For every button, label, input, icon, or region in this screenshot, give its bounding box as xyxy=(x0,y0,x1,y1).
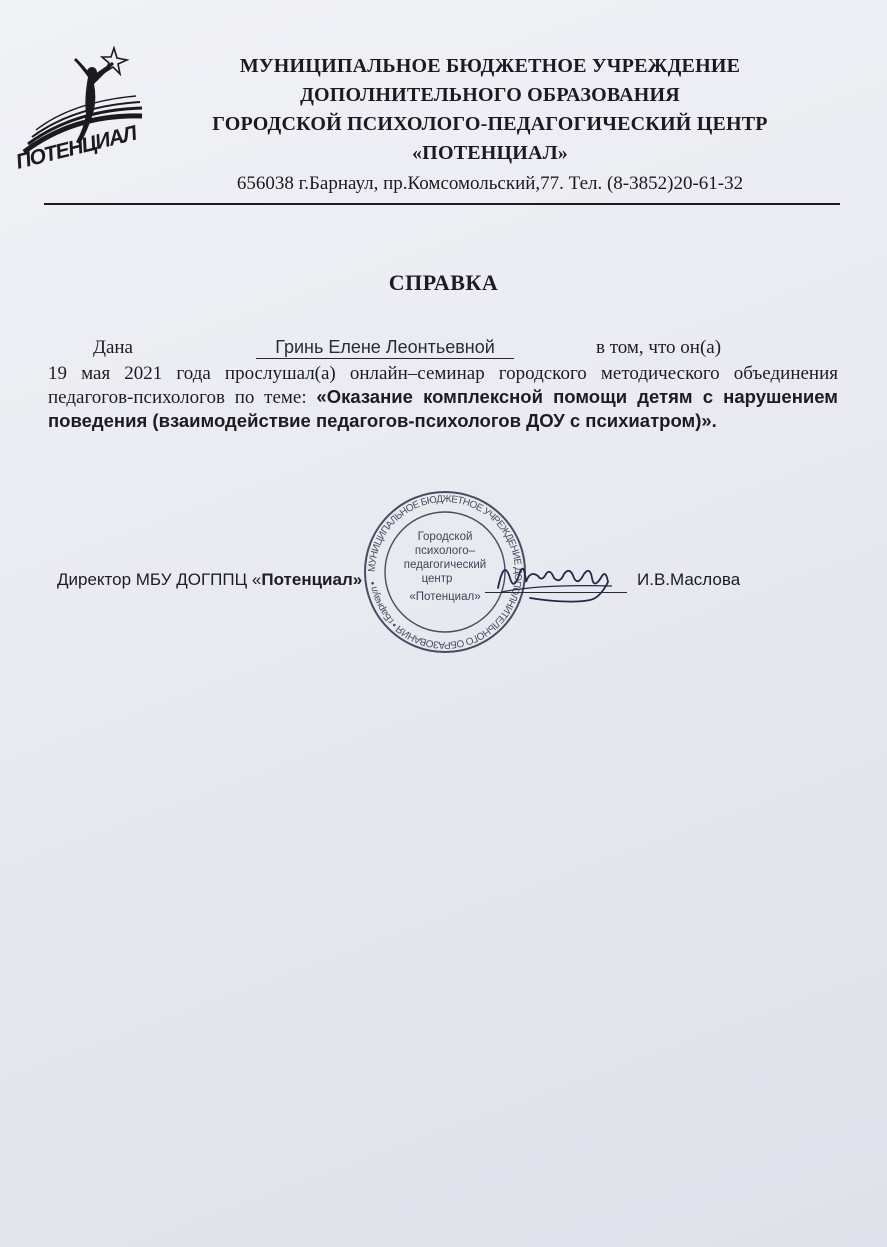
signature-row xyxy=(57,570,817,600)
stamp-center-line: центр xyxy=(421,573,453,585)
stamp-center-line: «Потенциал» xyxy=(409,591,481,603)
director-name: И.В.Маслова xyxy=(637,570,741,589)
stamp-ring-text: МУНИЦИПАЛЬНОЕ БЮДЖЕТНОЕ УЧРЕЖДЕНИЕ ДОПОЛНИТЕЛЬНОГО ОБРАЗОВАНИЯ • г.Барнаул • xyxy=(366,493,524,651)
logo-text: ПОТЕНЦИАЛ xyxy=(14,121,140,174)
org-name-line: «ПОТЕНЦИАЛ» xyxy=(411,142,568,164)
director-title-bold: Потенциал» xyxy=(261,570,363,589)
given-label: Дана xyxy=(93,337,133,358)
certificate-text-plain: 19 мая 2021 года прослушал(а) онлайн–семинар городского методического объединения педагогов-психологов по теме: xyxy=(48,363,838,408)
stamp-center-line: педагогический xyxy=(403,559,487,571)
org-name-line: МУНИЦИПАЛЬНОЕ БЮДЖЕТНОЕ УЧРЕЖДЕНИЕ xyxy=(239,55,741,77)
certificate-text xyxy=(48,362,838,433)
org-name-line: ГОРОДСКОЙ ПСИХОЛОГО-ПЕДАГОГИЧЕСКИЙ ЦЕНТР xyxy=(212,113,768,135)
org-address: 656038 г.Барнаул, пр.Комсомольский,77. Тел. (8-3852)20-61-32 xyxy=(236,173,744,194)
seminar-topic: «Оказание комплексной помощи детям с нарушением поведения (взаимодействие педагогов-психологов ДОУ с психиатром)». xyxy=(48,386,838,431)
org-name-line: ДОПОЛНИТЕЛЬНОГО ОБРАЗОВАНИЯ xyxy=(300,84,680,106)
recipient-line xyxy=(48,336,838,362)
potencial-logo xyxy=(14,44,154,179)
handwritten-signature xyxy=(490,548,620,608)
organization-header xyxy=(160,52,820,197)
director-title xyxy=(57,570,362,590)
stamp-center-line: Городской xyxy=(417,531,473,543)
document-body xyxy=(48,336,838,433)
director-title-text: Директор МБУ ДОГППЦ « xyxy=(57,570,262,589)
document-title: СПРАВКА xyxy=(388,270,499,295)
stamp-center-line: психолого– xyxy=(414,545,476,557)
header-divider xyxy=(44,203,840,205)
recipient-name: Гринь Елене Леонтьевной xyxy=(256,336,514,359)
that-label: в том, что он(а) xyxy=(596,337,722,358)
